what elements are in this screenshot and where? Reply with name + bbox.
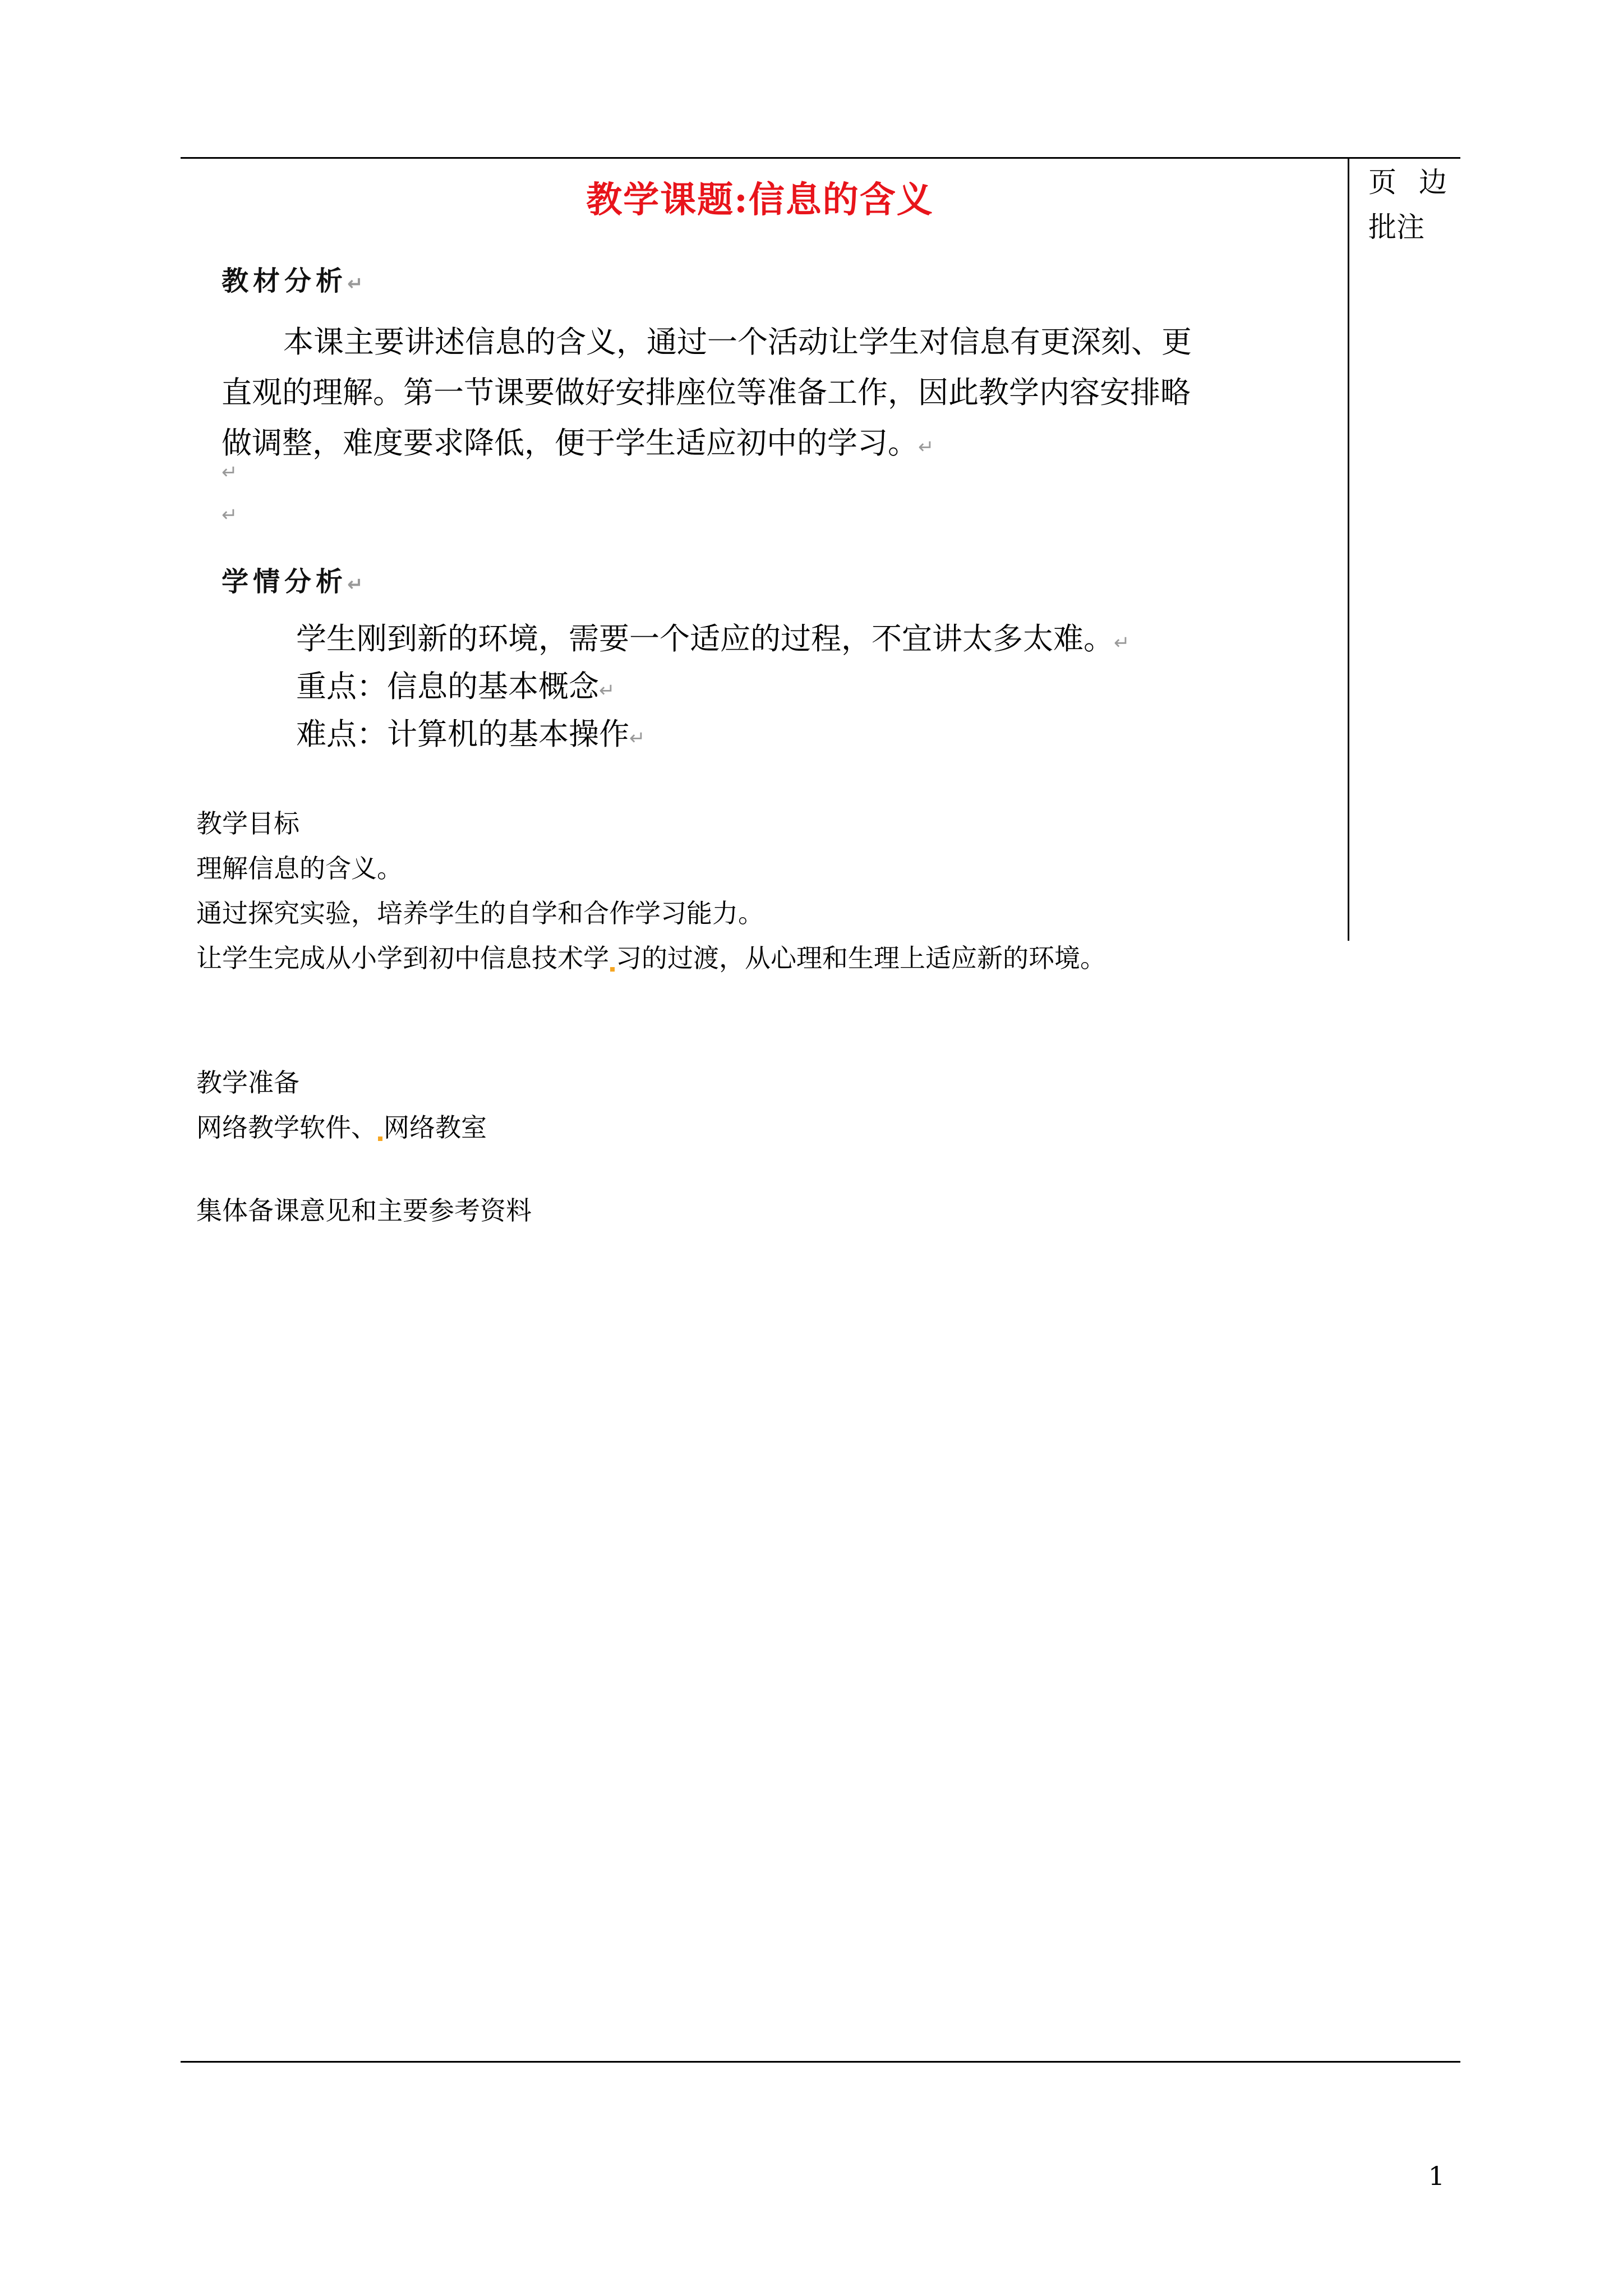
margin-column-divider [1348,157,1349,941]
teaching-goal-item: 理解信息的含义。 [196,853,403,884]
teaching-prep-heading: 教学准备 [196,1068,299,1098]
teaching-prep-content: 网络教学软件、 网络教室 [196,1112,487,1143]
margin-note [1368,160,1481,250]
learner-analysis-paragraph [296,617,1294,760]
revision-mark [378,1137,382,1141]
margin-note-line-2: 批注 [1368,211,1424,243]
margin-note-line-1: 页边 [1368,166,1469,199]
material-analysis-paragraph [222,317,1287,472]
teaching-prep-section [196,1060,1318,1150]
learner-analysis-line-1: 学生刚到新的环境，需要一个适应的过程，不宜讲太多太难。↵ [296,621,1130,656]
difficult-point-line: 难点：计算机的基本操作↵ [296,716,645,752]
collective-prep-heading: 集体备课意见和主要参考资料 [196,1195,532,1226]
table-top-border [181,157,1460,159]
material-analysis-heading: 教材分析↵ [222,265,368,297]
learner-analysis-heading: 学情分析↵ [222,566,368,597]
empty-paragraph-mark: ↵ [222,504,238,526]
material-analysis-line-3: 做调整，难度要求降低，便于学生适应初中的学习。↵ [222,425,934,461]
revision-mark [610,967,615,972]
key-point-line: 重点：信息的基本概念↵ [296,669,615,704]
page-number: 1 [1428,2161,1445,2191]
teaching-goal-item: 通过探究实验，培养学生的自学和合作学习能力。 [196,898,764,928]
teaching-goals-section [196,801,1318,981]
empty-paragraph-mark: ↵ [222,461,238,484]
material-analysis-line-2: 直观的理解。第一节课要做好安排座位等准备工作，因此教学内容安排略 [222,375,1191,410]
table-bottom-border [181,2061,1460,2063]
teaching-goals-heading: 教学目标 [196,808,299,839]
teaching-goal-item: 让学生完成从小学到初中信息技术学 习的过渡，从心理和生理上适应新的环境。 [196,943,1106,973]
lesson-title: 教学课题:信息的含义 [586,179,934,221]
material-analysis-line-1: 本课主要讲述信息的含义，通过一个活动让学生对信息有更深刻、更 [283,324,1192,360]
